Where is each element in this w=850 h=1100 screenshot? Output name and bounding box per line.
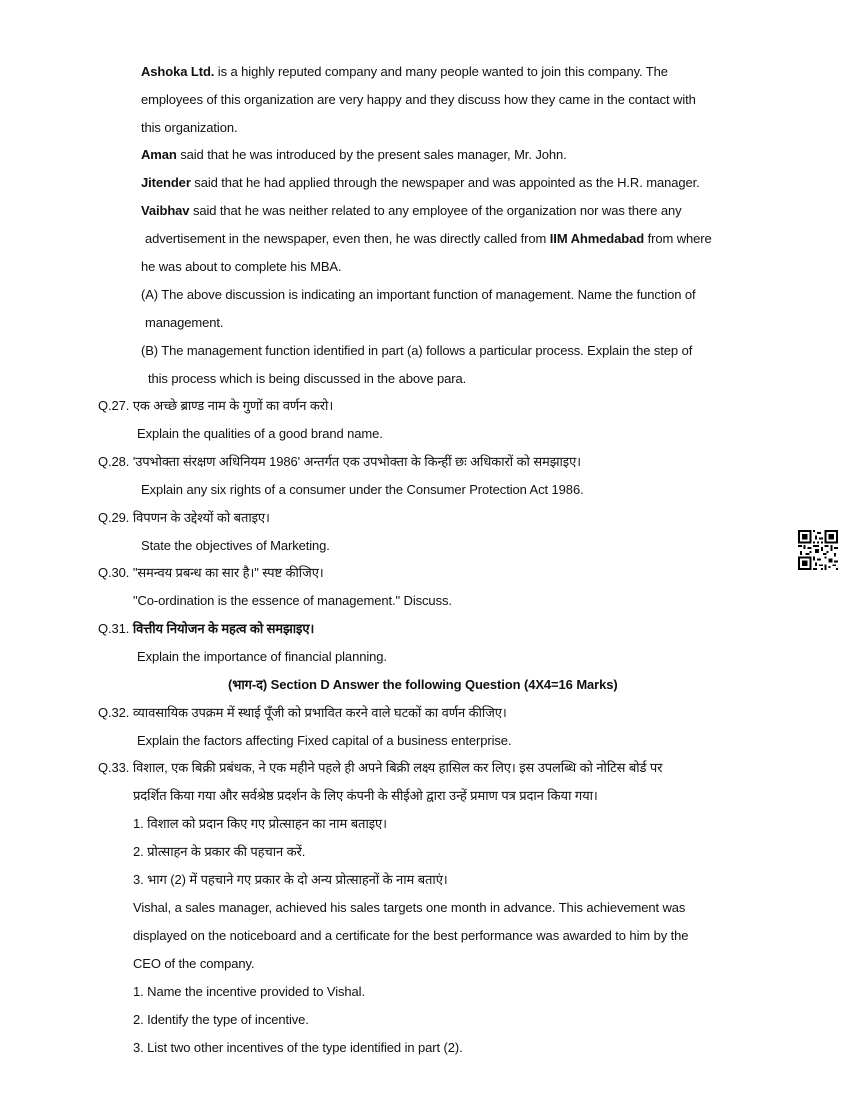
question-number: Q.31. [98,621,130,636]
iim-name: IIM Ahmedabad [549,231,645,246]
intro-line-3: this organization. [141,120,238,135]
question-number: Q.32. [98,705,130,720]
question-number: Q.29. [98,510,130,525]
question-text-hi: व्यावसायिक उपक्रम में स्थाई पूँजी को प्रभावित करने वाले घटकों का वर्णन कीजिए। [132,705,507,720]
aman-text: said that he was introduced by the present sales manager, Mr. John. [176,147,567,162]
question-32-english: Explain the factors affecting Fixed capital of a business enterprise. [137,733,512,748]
question-33-english-part-2: 2. Identify the type of incentive. [133,1012,309,1027]
question-33-hindi-part-3: 3. भाग (2) में पहचाने गए प्रकार के दो अन्य प्रोत्साहनों के नाम बताएं। [133,872,448,887]
vaibhav-line-2-post: from where [644,231,712,246]
part-b-line-1: (B) The management function identified in part (a) follows a particular process. Explain the step of [141,343,693,358]
question-30-hindi [98,565,324,581]
aman-name: Aman [141,147,177,162]
question-33-english-line-1: Vishal, a sales manager, achieved his sales targets one month in advance. This achievement was [133,900,686,915]
question-31-english: Explain the importance of financial planning. [137,649,387,664]
company-name: Ashoka Ltd. [141,64,215,79]
vaibhav-line-3: he was about to complete his MBA. [141,259,342,274]
part-b-line-2: this process which is being discussed in the above para. [148,371,467,386]
question-33-hindi-line-1 [98,760,662,776]
question-29-english: State the objectives of Marketing. [141,538,330,553]
question-33-english-part-3: 3. List two other incentives of the type identified in part (2). [133,1040,463,1055]
question-number: Q.33. [98,760,130,775]
vaibhav-name: Vaibhav [141,203,190,218]
section-d-heading: (भाग-द) Section D Answer the following Question (4X4=16 Marks) [228,677,618,692]
question-text-hi: 'उपभोक्ता संरक्षण अधिनियम 1986' अन्तर्गत एक उपभोक्ता के किन्हीं छः अधिकारों को समझाइए। [132,454,581,469]
question-text-hi: एक अच्छे ब्राण्ड नाम के गुणों का वर्णन करो। [132,398,334,413]
question-33-english-line-3: CEO of the company. [133,956,255,971]
question-text-hi: वित्तीय नियोजन के महत्व को समझाइए। [132,621,315,636]
question-number: Q.28. [98,454,130,469]
question-number: Q.27. [98,398,130,413]
question-27-hindi [98,398,333,414]
jitender-name: Jitender [141,175,191,190]
question-31-hindi [98,621,314,637]
intro-text: is a highly reputed company and many people wanted to join this company. The [214,64,668,79]
question-33-english-line-2: displayed on the noticeboard and a certificate for the best performance was awarded to him by the [133,928,689,943]
question-text-hi: "समन्वय प्रबन्ध का सार है।" स्पष्ट कीजिए। [132,565,324,580]
intro-line-1 [141,64,668,80]
aman-statement [141,147,567,163]
question-28-hindi [98,454,581,470]
question-30-english: "Co-ordination is the essence of management." Discuss. [133,593,452,608]
question-29-hindi [98,510,270,526]
question-number: Q.30. [98,565,130,580]
vaibhav-text: said that he was neither related to any employee of the organization nor was there any [189,203,682,218]
vaibhav-line-2-pre: advertisement in the newspaper, even then, he was directly called from [145,231,550,246]
jitender-statement [141,175,700,191]
question-text-hi: विशाल, एक बिक्री प्रबंधक, ने एक महीने पहले ही अपने बिक्री लक्ष्य हासिल कर लिए। इस उपलब्धि को नोटिस बोर्ड पर [132,760,663,775]
question-text-hi: विपणन के उद्देश्यों को बताइए। [132,510,270,525]
vaibhav-statement [141,203,682,219]
jitender-text: said that he had applied through the newspaper and was appointed as the H.R. manager. [190,175,700,190]
part-a-line-2: management. [145,315,224,330]
question-27-english: Explain the qualities of a good brand name. [137,426,383,441]
intro-line-2: employees of this organization are very happy and they discuss how they came in the contact with [141,92,696,107]
question-33-hindi-part-2: 2. प्रोत्साहन के प्रकार की पहचान करें. [133,844,306,859]
vaibhav-line-2 [145,231,712,247]
question-33-hindi-line-2: प्रदर्शित किया गया और सर्वश्रेष्ठ प्रदर्शन के लिए कंपनी के सीईओ द्वारा उन्हें प्रमाण पत्र प्रदान किया गया। [133,788,598,803]
qr-code-icon [798,530,838,570]
part-a-line-1: (A) The above discussion is indicating an important function of management. Name the function of [141,287,696,302]
question-33-english-part-1: 1. Name the incentive provided to Vishal. [133,984,365,999]
question-33-hindi-part-1: 1. विशाल को प्रदान किए गए प्रोत्साहन का नाम बताइए। [133,816,387,831]
question-28-english: Explain any six rights of a consumer under the Consumer Protection Act 1986. [141,482,584,497]
question-32-hindi [98,705,507,721]
